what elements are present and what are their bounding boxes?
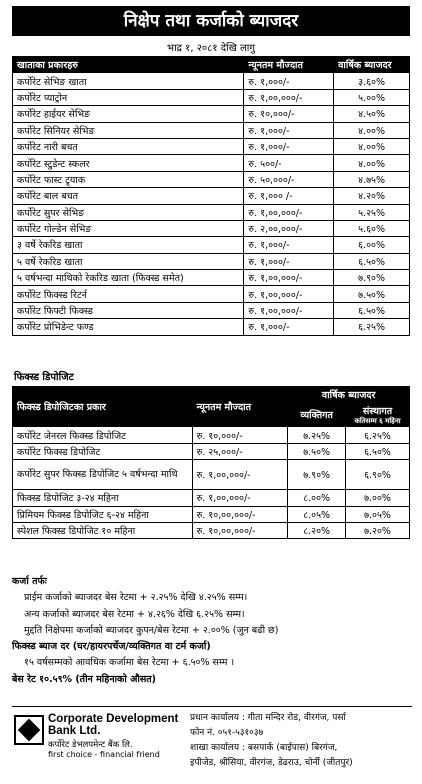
table-row xyxy=(13,253,410,269)
other-rate-note: अन्य कर्जाको ब्याजदर बेस रेटमा + ४.२६% देखि ६.२५% सम्म। xyxy=(24,608,245,620)
header-institutional xyxy=(346,403,410,427)
table-row xyxy=(13,89,410,105)
table-row xyxy=(13,220,410,236)
account-type-cell: ५ वर्षे रेकरिड खाता xyxy=(13,253,244,269)
header-annual-rate: वार्षिक ब्याजदर xyxy=(334,57,410,73)
table-row xyxy=(13,270,410,286)
loan-heading: कर्जा तर्फः xyxy=(12,576,47,587)
address-block xyxy=(190,711,412,771)
annual-rate-cell: ३.६०% xyxy=(334,73,410,89)
account-type-cell: कर्पोरेट प्रोभिडेन्ट फण्ड xyxy=(13,319,244,335)
page-title: निक्षेप तथा कर्जाको ब्याजदर xyxy=(12,6,410,36)
annual-rate-cell: ४.००% xyxy=(334,122,410,138)
fd-min-cell: रु. १०,००,०००/- xyxy=(192,522,288,538)
table-row xyxy=(13,522,410,538)
term-deposit-note: मुद्दति निक्षेपमा कर्जाको ब्याजदर कुपन/बेस रेटमा + २.००% (जुन बढी छ) xyxy=(24,624,279,636)
savings-rates-table xyxy=(12,56,410,336)
header-institutional-note: कतिसम्म ६ महिना xyxy=(354,417,401,426)
annual-rate-cell: ५.००% xyxy=(334,89,410,105)
bank-logo-icon xyxy=(14,715,44,745)
fd-individual-cell: ७.५०% xyxy=(288,443,346,459)
phone: फोन नं. ०५१-५३१०३७ xyxy=(190,728,264,738)
bank-tagline: first choice - financial friend xyxy=(48,750,160,759)
header-fd-min: न्यूनतम मौज्दात xyxy=(192,387,288,427)
min-balance-cell: रु. १,०००/- xyxy=(244,122,334,138)
branch-offices-2: इपीजेड, श्रीसिया, वीरगंज, डेढराउ, चोर्नी (जीतपुर) xyxy=(190,758,353,768)
fd-min-cell: रु. १०,००,०००/- xyxy=(192,506,288,522)
min-balance-cell: रु. १,०००/- xyxy=(244,319,334,335)
account-type-cell: कर्पोरेट बाल बचत xyxy=(13,188,244,204)
table-row xyxy=(13,106,410,122)
table-row xyxy=(13,122,410,138)
header-individual: व्यक्तिगत xyxy=(288,403,346,427)
table-row xyxy=(13,188,410,204)
annual-rate-cell: ७.५०% xyxy=(334,286,410,302)
fd-type-cell: स्पेशल फिक्स्ड डिपोजिट १० महिना xyxy=(13,522,193,538)
fd-type-cell: कर्पोरेट फिक्स्ड डिपोजिट xyxy=(13,443,193,459)
min-balance-cell: रु. १,००,०००/- xyxy=(244,204,334,220)
fd-individual-cell: ७.९०% xyxy=(288,460,346,490)
footer xyxy=(12,706,412,778)
annual-rate-cell: ४.००% xyxy=(334,155,410,171)
account-type-cell: कर्पोरेट गोल्डेन सेभिङ xyxy=(13,220,244,236)
table-row xyxy=(13,460,410,490)
fd-institutional-cell: ६.९०% xyxy=(346,460,410,490)
account-type-cell: ५ वर्षभन्दा माथिको रेकरिड खाता (फिक्स्ड समेत) xyxy=(13,270,244,286)
table-row xyxy=(13,302,410,318)
annual-rate-cell: ५.२५% xyxy=(334,204,410,220)
annual-rate-cell: ६.००% xyxy=(334,237,410,253)
table-row xyxy=(13,155,410,171)
effective-date: भाद्र १, २०८१ देखि लागु xyxy=(167,43,255,54)
annual-rate-cell: ६.५०% xyxy=(334,302,410,318)
fixed-deposit-table xyxy=(12,386,410,539)
annual-rate-cell: ४.००% xyxy=(334,138,410,154)
header-institutional-label: संस्थागत xyxy=(362,406,393,418)
header-min-balance: न्यूनतम मौज्दात xyxy=(244,57,334,73)
table-row xyxy=(13,506,410,522)
bank-name: Corporate Development Bank Ltd. xyxy=(48,713,179,737)
annual-rate-cell: ६.२५% xyxy=(334,319,410,335)
table-row xyxy=(13,237,410,253)
account-type-cell: कर्पोरेट फास्ट ट्र्याक xyxy=(13,171,244,187)
fd-type-cell: कर्पोरेट सुपर फिक्स्ड डिपोजिट ५ वर्षभन्दा माथि xyxy=(13,460,193,490)
fd-individual-cell: ८.०५% xyxy=(288,506,346,522)
min-balance-cell: रु. १,००,०००/- xyxy=(244,89,334,105)
branch-offices: शाखा कार्यालय : बसपार्क (बाईपास) बिरगंज, xyxy=(190,743,338,753)
fd-institutional-cell: ६.२५% xyxy=(346,427,410,443)
annual-rate-cell: ५.६०% xyxy=(334,220,410,236)
table-row xyxy=(13,319,410,335)
annual-rate-cell: ४.५०% xyxy=(334,106,410,122)
account-type-cell: कर्पोरेट स्टुडेन्ट स्कलर xyxy=(13,155,244,171)
min-balance-cell: रु. २,००,०००/- xyxy=(244,220,334,236)
min-balance-cell: रु. १,०००/- xyxy=(244,253,334,269)
account-type-cell: कर्पोरेट सेभिङ खाता xyxy=(13,73,244,89)
fixed-rate-heading: फिक्स्ड ब्याज दर (घर/हायरपर्चेज/व्यक्तिगत वा टर्म कर्जा) xyxy=(12,641,211,653)
table-row xyxy=(13,490,410,506)
fd-type-cell: कर्पोरेट जेनरल फिक्स्ड डिपोजिट xyxy=(13,427,193,443)
fd-institutional-cell: ७.००% xyxy=(346,490,410,506)
fd-min-cell: रु. १,००,०००/- xyxy=(192,490,288,506)
prime-rate-note: प्राईम कर्जाको ब्याजदर बेस रेटमा + २.२५% देखि ४.२५% सम्म। xyxy=(24,592,248,604)
account-type-cell: कर्पोरेट फिफ्टी फिक्स्ड xyxy=(13,302,244,318)
min-balance-cell: रु. १,०००/- xyxy=(244,138,334,154)
fd-type-cell: प्रिमियम फिक्स्ड डिपोजिट ६-२४ महिना xyxy=(13,506,193,522)
fd-institutional-cell: ७.२०% xyxy=(346,522,410,538)
account-type-cell: कर्पोरेट सिनियर सेभिङ xyxy=(13,122,244,138)
fd-min-cell: रु. २५,०००/- xyxy=(192,443,288,459)
table-row xyxy=(13,73,410,89)
fd-individual-cell: ८.२०% xyxy=(288,522,346,538)
header-account-type: खाताका प्रकारहरु xyxy=(13,57,244,73)
min-balance-cell: रु. १०,०००/- xyxy=(244,106,334,122)
fd-institutional-cell: ७.०५% xyxy=(346,506,410,522)
min-balance-cell: रु. १,००० /- xyxy=(244,188,334,204)
annual-rate-cell: ४.७५% xyxy=(334,171,410,187)
fd-individual-cell: ७.२५% xyxy=(288,427,346,443)
fd-min-cell: रु. १,००,०००/- xyxy=(192,460,288,490)
header-fd-type: फिक्स्ड डिपोजिटका प्रकार xyxy=(13,387,193,427)
table-row xyxy=(13,443,410,459)
account-type-cell: कर्पोरेट प्याट्रोन xyxy=(13,89,244,105)
fd-min-cell: रु. १०,०००/- xyxy=(192,427,288,443)
fd-institutional-cell: ६.५०% xyxy=(346,443,410,459)
fd-individual-cell: ८.००% xyxy=(288,490,346,506)
account-type-cell: कर्पोरेट फिक्स्ड रिटर्न xyxy=(13,286,244,302)
fixed-deposit-label: फिक्स्ड डिपोजिट xyxy=(14,372,74,383)
min-balance-cell: रु. १,००,०००/- xyxy=(244,302,334,318)
bank-name-nepali: कर्पोरेट डेभलपमेन्ट बैंक लि. xyxy=(48,740,133,750)
account-type-cell: कर्पोरेट नारी बचत xyxy=(13,138,244,154)
loan-notes xyxy=(12,574,412,688)
account-type-cell: ३ वर्षे रेकरिड खाता xyxy=(13,237,244,253)
min-balance-cell: रु. १,००,०००/- xyxy=(244,270,334,286)
fifteen-year-note: १५ वर्षसम्मको आवधिक कर्जामा बेस रेटमा + ६.५०% सम्म । xyxy=(24,657,235,669)
annual-rate-cell: ७.९०% xyxy=(334,270,410,286)
table-row xyxy=(13,138,410,154)
annual-rate-cell: ४.२०% xyxy=(334,188,410,204)
min-balance-cell: रु. ५००/- xyxy=(244,155,334,171)
annual-rate-cell: ६.५०% xyxy=(334,253,410,269)
account-type-cell: कर्पोरेट हाईयर सेभिङ xyxy=(13,106,244,122)
account-type-cell: कर्पोरेट सुपर सेभिङ xyxy=(13,204,244,220)
min-balance-cell: रु. ५०,०००/- xyxy=(244,171,334,187)
table-row xyxy=(13,286,410,302)
fd-type-cell: फिक्स्ड डिपोजिट ३-२४ महिना xyxy=(13,490,193,506)
table-row xyxy=(13,427,410,443)
table-row xyxy=(13,204,410,220)
min-balance-cell: रु. १,०००/- xyxy=(244,237,334,253)
head-office: प्रधान कार्यालय : गीता मन्दिर रोड, वीरगंज, पर्सा xyxy=(190,713,346,723)
header-fd-annual: वार्षिक ब्याजदर xyxy=(288,387,410,403)
base-rate-note: बेस रेट १०.५९% (तीन महिनाको औसत) xyxy=(12,673,157,685)
min-balance-cell: रु. १,००,०००/- xyxy=(244,286,334,302)
table-row xyxy=(13,171,410,187)
min-balance-cell: रु. १,०००/- xyxy=(244,73,334,89)
